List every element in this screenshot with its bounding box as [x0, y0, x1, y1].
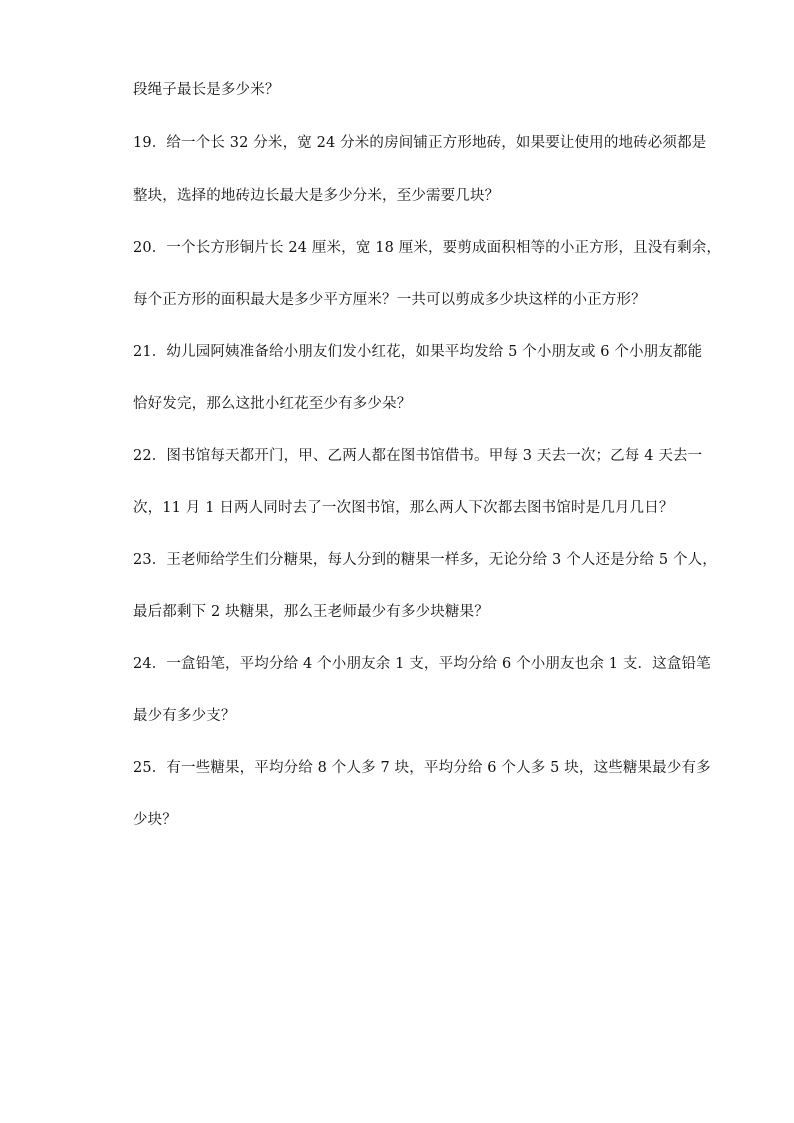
text-line: 每个正方形的面积最大是多少平方厘米？一共可以剪成多少块这样的小正方形？	[133, 292, 646, 308]
text-line: 20．一个长方形铜片长 24 厘米，宽 18 厘米，要剪成面积相等的小正方形，且没有剩余，	[133, 240, 722, 256]
text-line: 次，11 月 1 日两人同时去了一次图书馆，那么两人下次都去图书馆时是几月几日？	[133, 500, 674, 516]
text-line: 25．有一些糖果，平均分给 8 个人多 7 块，平均分给 6 个人多 5 块，这些糖果最少有多	[133, 760, 711, 776]
text-line: 21．幼儿园阿姨准备给小朋友们发小红花，如果平均发给 5 个小朋友或 6 个小朋友都能	[133, 344, 703, 360]
text-line: 段绳子最长是多少米？	[133, 82, 280, 98]
text-line: 22．图书馆每天都开门，甲、乙两人都在图书馆借书。甲每 3 天去一次；乙每 4 天去一	[133, 448, 703, 464]
text-line: 最少有多少支？	[133, 708, 236, 724]
text-line: 19．给一个长 32 分米，宽 24 分米的房间铺正方形地砖，如果要让使用的地砖必须都是	[133, 135, 707, 151]
text-line: 23．王老师给学生们分糖果，每人分到的糖果一样多，无论分给 3 个人还是分给 5 个人，	[133, 552, 717, 568]
text-line: 少块？	[133, 812, 177, 828]
text-line: 24．一盒铅笔，平均分给 4 个小朋友余 1 支，平均分给 6 个小朋友也余 1 支．这盒铅笔	[133, 656, 711, 672]
text-line: 最后都剩下 2 块糖果，那么王老师最少有多少块糖果？	[133, 604, 489, 620]
text-line: 整块，选择的地砖边长最大是多少分米，至少需要几块？	[133, 188, 500, 204]
text-line: 恰好发完，那么这批小红花至少有多少朵？	[133, 396, 412, 412]
